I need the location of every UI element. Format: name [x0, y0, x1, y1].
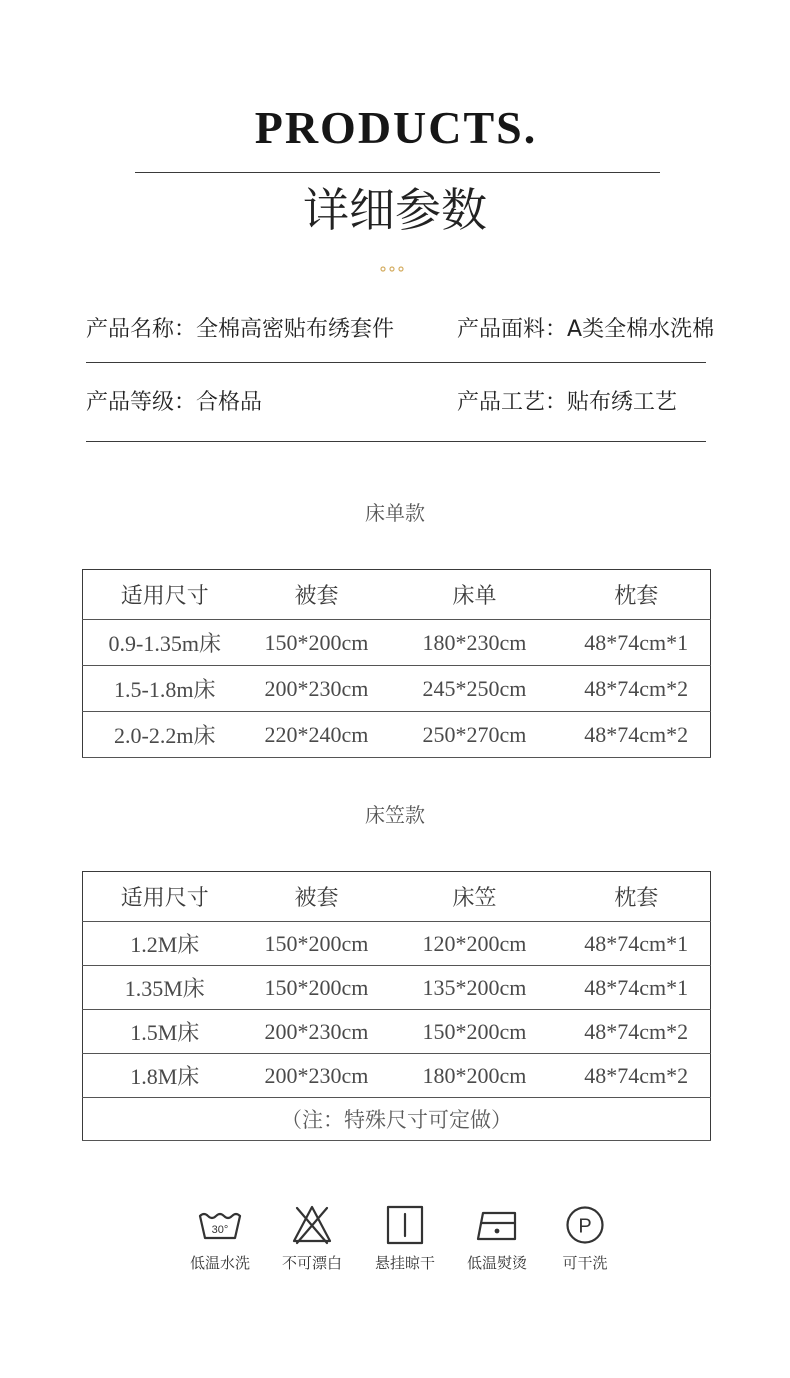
care-label: 可干洗 — [562, 1254, 608, 1272]
care-item-low-temp-wash — [175, 1203, 265, 1273]
wash-temperature-mark: 30° — [211, 1224, 229, 1236]
sheet-column-header: 床单 — [387, 570, 563, 620]
care-item-hang-dry — [360, 1203, 450, 1273]
fitted-sheet-cell: 150*200cm — [387, 1010, 563, 1054]
pillowcase-cell: 48*74cm*2 — [563, 1054, 711, 1098]
duvet-cover-cell: 220*240cm — [247, 712, 387, 758]
sheet-cell: 245*250cm — [387, 666, 563, 712]
spec-value: 贴布绣工艺 — [567, 390, 678, 415]
size-column-header: 适用尺寸 — [83, 872, 247, 922]
fitted-set-table — [82, 871, 711, 1141]
fitted-sheet-cell: 180*200cm — [387, 1054, 563, 1098]
duvet-cover-cell: 200*230cm — [247, 1054, 387, 1098]
sheet-set-title: 床单款 — [365, 501, 425, 525]
care-label: 悬挂晾干 — [374, 1254, 435, 1272]
care-item-dry-clean — [540, 1203, 630, 1273]
duvet-cover-cell: 200*230cm — [247, 1010, 387, 1054]
table-row — [83, 1010, 711, 1054]
size-cell: 1.8M床 — [83, 1054, 247, 1098]
care-label: 低温熨烫 — [466, 1254, 527, 1272]
table-header-row — [83, 872, 711, 922]
spec-value: 合格品 — [196, 390, 263, 415]
decorative-dots-icon — [378, 264, 412, 274]
spec-label: 产品工艺： — [457, 390, 568, 415]
spec-label: 产品等级： — [86, 390, 197, 415]
pillowcase-column-header: 枕套 — [563, 570, 711, 620]
hang-dry-icon — [383, 1203, 427, 1247]
spec-product-name — [86, 315, 394, 345]
custom-size-note: （注：特殊尺寸可定做） — [83, 1098, 711, 1141]
no-bleach-icon — [290, 1203, 334, 1247]
fitted-sheet-column-header: 床笠 — [387, 872, 563, 922]
size-cell: 1.5-1.8m床 — [83, 666, 247, 712]
size-cell: 1.5M床 — [83, 1010, 247, 1054]
chinese-title: 详细参数 — [303, 183, 487, 237]
pillowcase-cell: 48*74cm*2 — [563, 666, 711, 712]
pillowcase-cell: 48*74cm*1 — [563, 922, 711, 966]
table-row — [83, 712, 711, 758]
size-cell: 1.35M床 — [83, 966, 247, 1010]
title-divider — [135, 172, 660, 173]
fitted-sheet-cell: 120*200cm — [387, 922, 563, 966]
table-row — [83, 620, 711, 666]
table-row — [83, 666, 711, 712]
spec-grade — [86, 388, 262, 418]
spec-value: 全棉高密贴布绣套件 — [196, 317, 395, 342]
dry-clean-mark: P — [578, 1215, 592, 1238]
spec-divider — [86, 441, 706, 442]
pillowcase-cell: 48*74cm*1 — [563, 966, 711, 1010]
spec-label: 产品名称： — [86, 317, 197, 342]
care-label: 不可漂白 — [281, 1254, 342, 1272]
duvet-cover-column-header: 被套 — [247, 570, 387, 620]
size-cell: 2.0-2.2m床 — [83, 712, 247, 758]
spec-fabric — [457, 315, 714, 345]
size-cell: 1.2M床 — [83, 922, 247, 966]
pillowcase-cell: 48*74cm*1 — [563, 620, 711, 666]
duvet-cover-cell: 150*200cm — [247, 620, 387, 666]
low-iron-icon — [475, 1203, 519, 1247]
english-title: PRODUCTS. — [254, 102, 538, 153]
duvet-cover-cell: 150*200cm — [247, 922, 387, 966]
spec-value: A类全棉水洗棉 — [567, 317, 715, 342]
pillowcase-cell: 48*74cm*2 — [563, 712, 711, 758]
sheet-cell: 180*230cm — [387, 620, 563, 666]
spec-divider — [86, 362, 706, 363]
pillowcase-cell: 48*74cm*2 — [563, 1010, 711, 1054]
spec-label: 产品面料： — [457, 317, 568, 342]
dry-clean-icon — [563, 1203, 607, 1247]
sheet-set-table — [82, 569, 711, 758]
care-item-low-temp-iron — [452, 1203, 542, 1273]
spec-craft — [457, 388, 677, 418]
sheet-cell: 250*270cm — [387, 712, 563, 758]
size-cell: 0.9-1.35m床 — [83, 620, 247, 666]
wash-30-icon — [198, 1203, 242, 1247]
duvet-cover-cell: 200*230cm — [247, 666, 387, 712]
pillowcase-column-header: 枕套 — [563, 872, 711, 922]
duvet-cover-column-header: 被套 — [247, 872, 387, 922]
care-item-no-bleach — [267, 1203, 357, 1273]
table-header-row — [83, 570, 711, 620]
table-note-row — [83, 1098, 711, 1141]
fitted-set-title: 床笠款 — [365, 803, 425, 827]
fitted-sheet-cell: 135*200cm — [387, 966, 563, 1010]
duvet-cover-cell: 150*200cm — [247, 966, 387, 1010]
care-label: 低温水洗 — [189, 1254, 250, 1272]
size-column-header: 适用尺寸 — [83, 570, 247, 620]
table-row — [83, 966, 711, 1010]
table-row — [83, 922, 711, 966]
table-row — [83, 1054, 711, 1098]
iron-dot-icon — [495, 1229, 500, 1234]
